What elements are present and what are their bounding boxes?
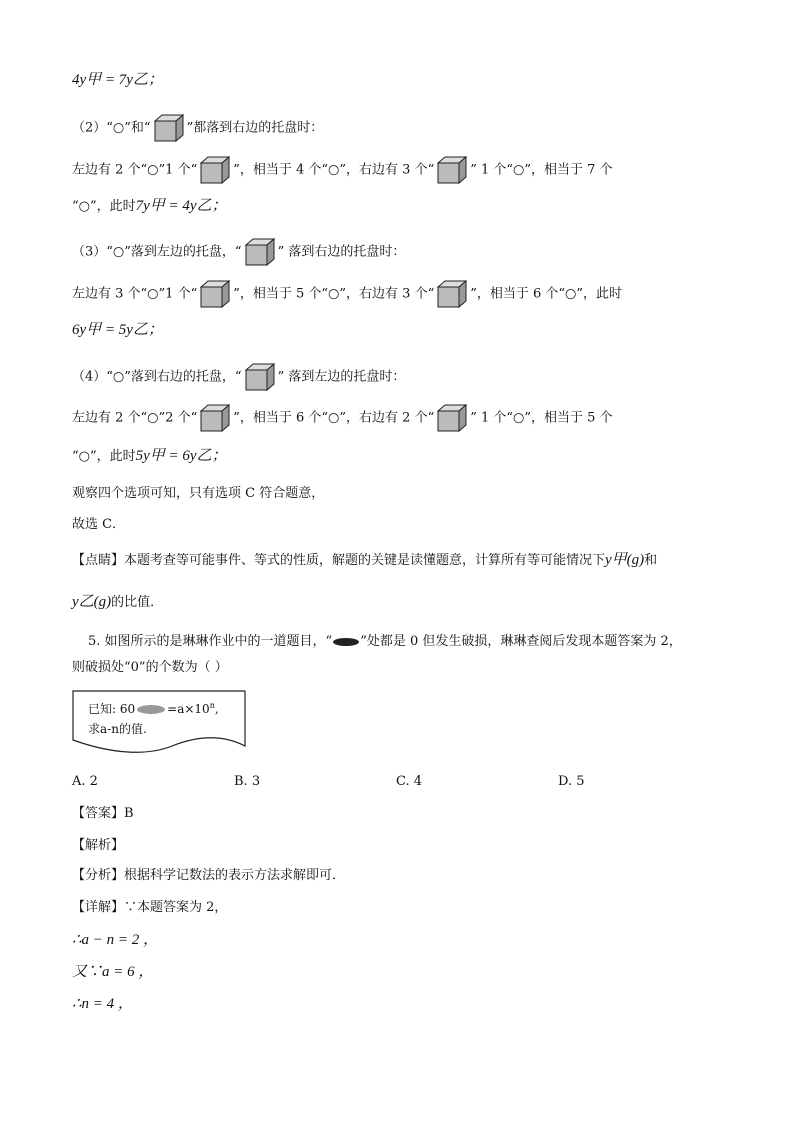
paper-expression: =a×10 [167,702,210,716]
question-5-line-2: 则破损处“0”的个数为（ ） [72,660,228,675]
case-2-detail [72,156,613,184]
case-4-equation: 5y甲 = 6y乙； [135,448,227,464]
paper-line-2: 求a-n的值. [88,722,147,736]
cube-icon [245,238,275,266]
case-2-heading [72,114,323,142]
torn-spot-icon [137,705,165,714]
case-2-detail-c: ” 1 个“○”，相当于 7 个 [470,162,613,178]
question-5-text-b: ”处都是 0 但发生破损，琳琳查阅后发现本题答案为 2， [360,634,682,649]
cube-icon [200,280,230,308]
cube-icon [245,363,275,391]
case-3-detail-b: ”，相当于 5 个“○”，右边有 3 个“ [233,286,435,302]
homework-paper-figure [72,690,248,756]
cube-icon [437,280,467,308]
cube-icon [437,156,467,184]
case-2-text-a: （2）“○”和“ [72,120,151,136]
case-4-detail-b: ”，相当于 6 个“○”，右边有 2 个“ [233,410,435,426]
option-a[interactable]: A. 2 [72,774,98,789]
step-2: 又∵a = 6 ， [72,964,154,980]
paper-line-1 [88,700,219,717]
case-3-detail-c: ”，相当于 6 个“○”，此时 [470,286,623,302]
cube-icon [200,404,230,432]
case-3-heading [72,238,405,266]
case-4-text-a: （4）“○”落到右边的托盘，“ [72,369,242,385]
case-4-text-b: ” 落到左边的托盘时： [277,369,406,385]
cube-icon [200,156,230,184]
case-2-equation: 7y甲 = 4y乙； [135,198,227,214]
equation-line-1: 4y甲 = 7y乙； [72,72,163,88]
paper-comma: , [214,702,219,716]
comment-text: 【点睛】本题考查等可能事件、等式的性质，解题的关键是读懂题意，计算所有等可能情况下 [72,553,606,568]
case-2-result-text: “○”，此时 [72,199,136,214]
cube-icon [437,404,467,432]
detail-text: 【详解】∵本题答案为 2， [72,900,228,915]
answer-label: 【答案】B [72,806,134,821]
comment-math-2: y乙(g) [72,594,112,610]
comment-math-1: y甲(g) [605,552,645,568]
case-4-result-text: “○”，此时 [72,449,136,464]
step-1: ∴a − n = 2 ， [72,932,159,948]
case-4-detail-c: ” 1 个“○”，相当于 5 个 [470,410,613,426]
case-2-result [72,196,227,217]
comment-text-ratio: 的比值． [111,595,164,610]
case-3-detail [72,280,622,308]
fenxi-text: 【分析】根据科学记数法的表示方法求解即可． [72,868,346,883]
question-5-line-1 [88,632,682,652]
case-4-detail-a: 左边有 2 个“○”2 个“ [72,410,198,426]
case-2-detail-a: 左边有 2 个“○”1 个“ [72,162,198,178]
case-2-detail-b: ”，相当于 4 个“○”，右边有 3 个“ [233,162,435,178]
case-4-result [72,446,227,467]
paper-known-text: 已知: 60 [88,702,136,716]
case-3-text-b: ” 落到右边的托盘时： [277,244,406,260]
case-3-text-a: （3）“○”落到左边的托盘，“ [72,244,242,260]
question-5-text-a: 5. 如图所示的是琳琳作业中的一道题目，“ [88,634,333,649]
analysis-label: 【解析】 [72,838,125,853]
choice-text: 故选 C． [72,517,126,532]
case-4-detail [72,404,613,432]
cube-icon [154,114,184,142]
option-b[interactable]: B. 3 [234,774,261,789]
observation-text: 观察四个选项可知，只有选项 C 符合题意， [72,486,325,501]
paper-exponent: n [209,701,215,710]
step-3: ∴n = 4 ， [72,996,133,1012]
case-3-equation: 6y甲 = 5y乙； [72,322,163,338]
comment-line-1 [72,550,657,571]
case-4-heading [72,363,405,391]
comment-text-and: 和 [644,553,658,568]
comment-line-2 [72,592,163,613]
option-c[interactable]: C. 4 [396,774,423,789]
case-2-text-b: ”都落到右边的托盘时： [186,120,324,136]
damaged-spot-icon [333,638,359,646]
option-d[interactable]: D. 5 [558,774,585,789]
case-3-detail-a: 左边有 3 个“○”1 个“ [72,286,198,302]
